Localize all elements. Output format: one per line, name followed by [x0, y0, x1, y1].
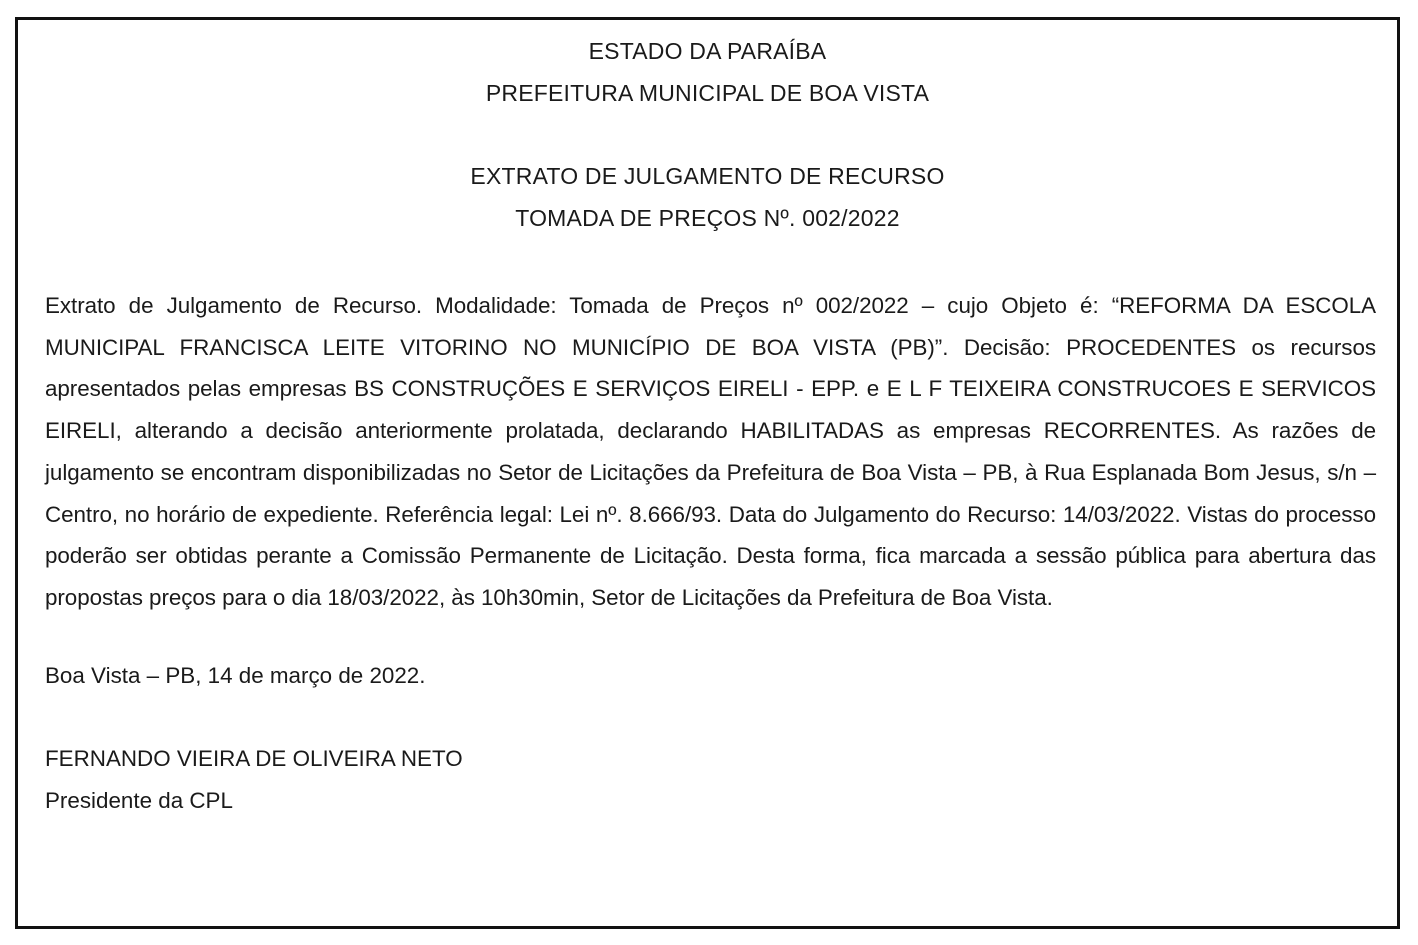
state-heading: ESTADO DA PARAÍBA	[588, 38, 827, 64]
extract-body-paragraph: Extrato de Julgamento de Recurso. Modalidade: Tomada de Preços nº 002/2022 – cujo Objeto é: “REFORMA DA ESCOLA MUNICIPAL FRANCISCA LEITE VITORINO NO MUNICÍPIO DE BOA VISTA (PB)”. Decisão: PROCEDENTES os recursos apresentados pelas empresas BS CONSTRUÇÕES E SERVIÇOS EIRELI - EPP. e E L F TEIXEIRA CONSTRUCOES E SERVICOS EIRELI, alterando a decisão anteriormente prolatada, declarando HABILITADAS as empresas RECORRENTES. As razões de julgamento se encontram disponibilizadas no Setor de Licitações da Prefeitura de Boa Vista – PB, à Rua Esplanada Bom Jesus, s/n – Centro, no horário de expediente. Referência legal: Lei nº. 8.666/93. Data do Julgamento do Recurso: 14/03/2022. Vistas do processo poderão ser obtidas perante a Comissão Permanente de Licitação. Desta forma, fica marcada a sessão pública para abertura das propostas preços para o dia 18/03/2022, às 10h30min, Setor de Licitações da Prefeitura de Boa Vista.	[45, 293, 1376, 610]
document-frame	[15, 17, 1400, 929]
procedure-number: TOMADA DE PREÇOS Nº. 002/2022	[515, 205, 900, 231]
document-title: EXTRATO DE JULGAMENTO DE RECURSO	[470, 163, 945, 189]
signer-name: FERNANDO VIEIRA DE OLIVEIRA NETO	[45, 746, 463, 771]
place-and-date: Boa Vista – PB, 14 de março de 2022.	[45, 663, 426, 688]
signer-role: Presidente da CPL	[45, 788, 233, 813]
municipality-heading: PREFEITURA MUNICIPAL DE BOA VISTA	[485, 80, 930, 106]
